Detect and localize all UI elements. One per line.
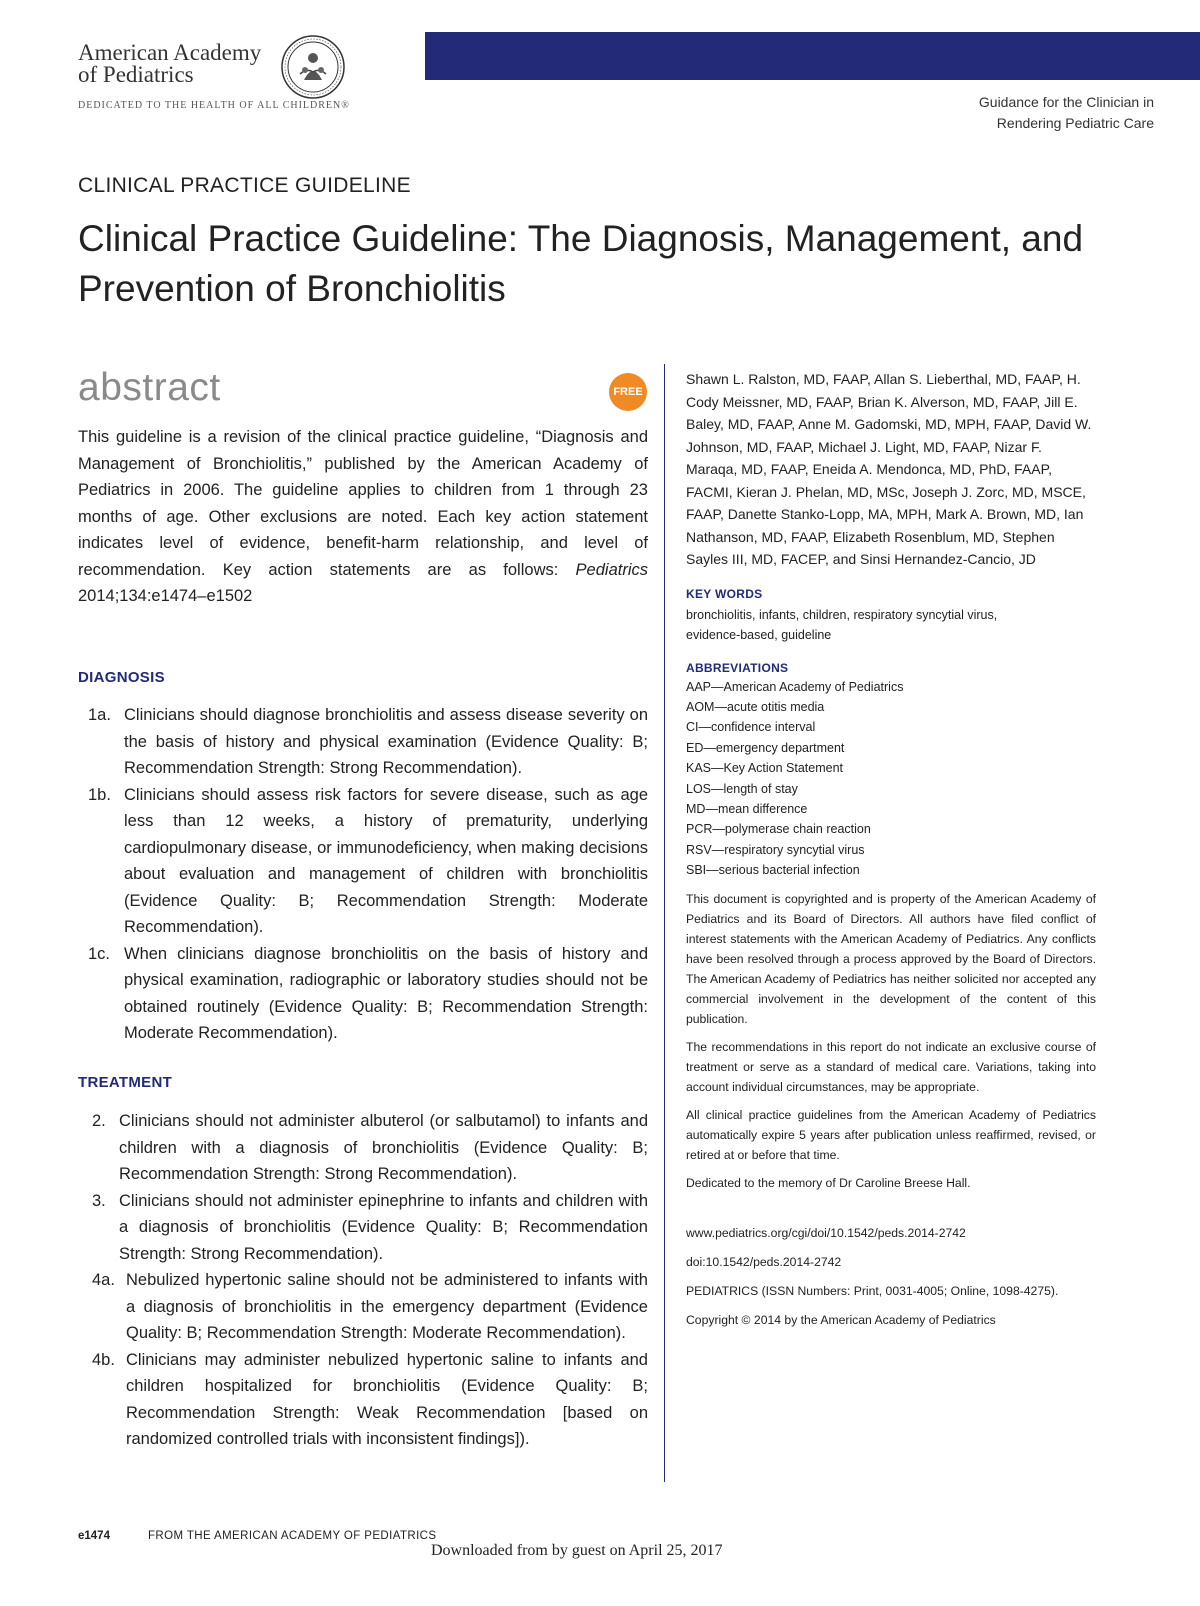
logo-tagline: DEDICATED TO THE HEALTH OF ALL CHILDREN® [78, 100, 350, 111]
abbreviation-item: PCR—polymerase chain reaction [686, 822, 871, 837]
recommendation-number: 4b. [92, 1350, 115, 1369]
abbreviation-item: SBI—serious bacterial infection [686, 863, 860, 878]
aap-seal-icon [280, 34, 346, 100]
sidebar-column [686, 368, 1096, 1330]
guidance-line2: Rendering Pediatric Care [996, 115, 1154, 131]
guidance-line1: Guidance for the Clinician in [978, 94, 1154, 110]
recommendation-text: Clinicians may administer nebulized hypertonic saline to infants and children hospitalized for bronchiolitis (Evidence Quality: B; Recommendation Strength: Weak Recommendation [based on randomized controlled trials with inconsistent findings]). [126, 1350, 648, 1448]
free-badge: FREE [609, 373, 647, 411]
column-divider [664, 364, 665, 1482]
abbreviation-item: LOS—length of stay [686, 781, 798, 796]
copyright-text: Copyright © 2014 by the American Academy of Pediatrics [686, 1312, 996, 1327]
issn-text: PEDIATRICS (ISSN Numbers: Print, 0031-4005; Online, 1098-4275). [686, 1283, 1059, 1298]
article-url-link[interactable]: www.pediatrics.org/cgi/doi/10.1542/peds.2014-2742 [686, 1225, 966, 1240]
recommendation-disclaimer: The recommendations in this report do not indicate an exclusive course of treatment or serve as a standard of medical care. Variations, taking into account individual circumstances, may be appropriate. [686, 1039, 1096, 1094]
recommendation-item [92, 1347, 648, 1453]
abstract-text [78, 424, 648, 610]
recommendation-number: 3. [92, 1191, 106, 1210]
key-words-heading: KEY WORDS [686, 586, 763, 601]
treatment-heading: TREATMENT [78, 1074, 173, 1091]
recommendation-text: Clinicians should not administer epinephrine to infants and children with a diagnosis of bronchiolitis (Evidence Quality: B; Recommendation Strength: Strong Recommendation). [119, 1191, 648, 1263]
header-bar [425, 32, 1200, 80]
key-words [686, 605, 1096, 645]
section-label: CLINICAL PRACTICE GUIDELINE [78, 174, 411, 197]
recommendation-item [88, 941, 648, 1047]
recommendation-text: Clinicians should not administer albuterol (or salbutamol) to infants and children with a diagnosis of bronchiolitis (Evidence Quality: B; Recommendation Strength: Strong Recommendation). [119, 1112, 648, 1183]
treatment-list [92, 1108, 648, 1453]
abbreviations-heading: ABBREVIATIONS [686, 660, 789, 675]
abbreviations-list [686, 677, 1096, 881]
recommendation-item [92, 1188, 648, 1268]
page-title: Clinical Practice Guideline: The Diagnosis, Management, and Prevention of Bronchiolitis [78, 218, 1084, 309]
download-stamp: Downloaded from by guest on April 25, 2017 [431, 1542, 723, 1559]
abbreviation-item: CI—confidence interval [686, 720, 816, 735]
key-words-line: evidence-based, guideline [686, 627, 832, 642]
recommendation-text: When clinicians diagnose bronchiolitis on the basis of history and physical examination, radiographic or laboratory studies should not be obtained routinely (Evidence Quality: B; Recommendation Strength: Moderate Recommendation). [124, 944, 648, 1042]
page-number: e1474 [78, 1530, 110, 1542]
abbreviation-item: RSV—respiratory syncytial virus [686, 842, 865, 857]
publication-meta [686, 1223, 1096, 1330]
citation-journal: Pediatrics [575, 560, 648, 579]
recommendation-item [88, 782, 648, 941]
dedication-note: Dedicated to the memory of Dr Caroline Breese Hall. [686, 1175, 971, 1190]
recommendation-item [88, 702, 648, 782]
abbreviation-item: AOM—acute otitis media [686, 699, 825, 714]
recommendation-text: Clinicians should assess risk factors for severe disease, such as age less than 12 weeks, a history of prematurity, underlying cardiopulmonary disease, or immunodeficiency, when making decisions about evaluation and management of children with bronchiolitis (Evidence Quality: B; Recommendation Strength: Moderate Recommendation). [124, 785, 648, 936]
citation-details: 2014;134:e1474–e1502 [78, 587, 253, 605]
recommendation-number: 4a. [92, 1271, 115, 1289]
logo-line1: American Academy [78, 40, 262, 65]
recommendation-text: Clinicians should diagnose bronchiolitis and assess disease severity on the basis of history and physical examination (Evidence Quality: B; Recommendation Strength: Strong Recommendation). [124, 706, 648, 777]
recommendation-text: Nebulized hypertonic saline should not be administered to infants with a diagnosis of bronchiolitis in the emergency department (Evidence Quality: B; Recommendation Strength: Moderate Recommendation). [126, 1271, 648, 1342]
copyright-note: This document is copyrighted and is property of the American Academy of Pediatrics and its Board of Directors. All authors have filed conflict of interest statements with the American Academy of Pediatrics. Any conflicts have been resolved through a process approved by the Board of Directors. The American Academy of Pediatrics has neither solicited nor accepted any commercial involvement in the development of the content of this publication. [686, 891, 1096, 1026]
recommendation-number: 2. [92, 1112, 106, 1130]
guidance-note [979, 92, 1154, 134]
recommendation-number: 1c. [88, 944, 111, 963]
logo-line2: of Pediatrics [78, 62, 194, 87]
abstract-heading: abstract [78, 366, 221, 409]
recommendation-item [92, 1267, 648, 1347]
diagnosis-list [88, 702, 648, 1047]
recommendation-number: 1b. [88, 785, 111, 804]
abbreviation-item: MD—mean difference [686, 801, 808, 816]
key-words-line: bronchiolitis, infants, children, respiratory syncytial virus, [686, 607, 998, 622]
abbreviation-item: KAS—Key Action Statement [686, 761, 844, 776]
diagnosis-heading: DIAGNOSIS [78, 669, 165, 686]
abbreviation-item: AAP—American Academy of Pediatrics [686, 679, 904, 694]
abstract-body: This guideline is a revision of the clinical practice guideline, “Diagnosis and Management of Bronchiolitis,” published by the American Academy of Pediatrics in 2006. The guideline applies to children from 1 through 23 months of age. Other exclusions are noted. Each key action statement indicates level of evidence, benefit-harm relationship, and level of recommendation. Key action statements are as follows: [78, 428, 648, 579]
recommendation-number: 1a. [88, 706, 111, 724]
expiry-note: All clinical practice guidelines from the American Academy of Pediatrics automatically expire 5 years after publication unless reaffirmed, revised, or retired at or before that time. [686, 1107, 1096, 1162]
footer-source: FROM THE AMERICAN ACADEMY OF PEDIATRICS [148, 1530, 437, 1542]
recommendation-item [92, 1108, 648, 1188]
doi-text: doi:10.1542/peds.2014-2742 [686, 1254, 842, 1269]
author-list: Shawn L. Ralston, MD, FAAP, Allan S. Lieberthal, MD, FAAP, H. Cody Meissner, MD, FAAP, Brian K. Alverson, MD, FAAP, Jill E. Baley, MD, FAAP, Anne M. Gadomski, MD, MPH, FAAP, David W. Johnson, MD, FAAP, Michael J. Light, MD, FAAP, Nizar F. Maraqa, MD, FAAP, Eneida A. Mendonca, MD, PhD, FAAP, FACMI, Kieran J. Phelan, MD, MSc, Joseph J. Zorc, MD, MSCE, FAAP, Danette Stanko-Lopp, MA, MPH, Mark A. Brown, MD, Ian Nathanson, MD, FAAP, Elizabeth Rosenblum, MD, Stephen Sayles III, MD, FACEP, and Sinsi Hernandez-Cancio, JD [686, 371, 1092, 567]
abbreviation-item: ED—emergency department [686, 740, 845, 755]
